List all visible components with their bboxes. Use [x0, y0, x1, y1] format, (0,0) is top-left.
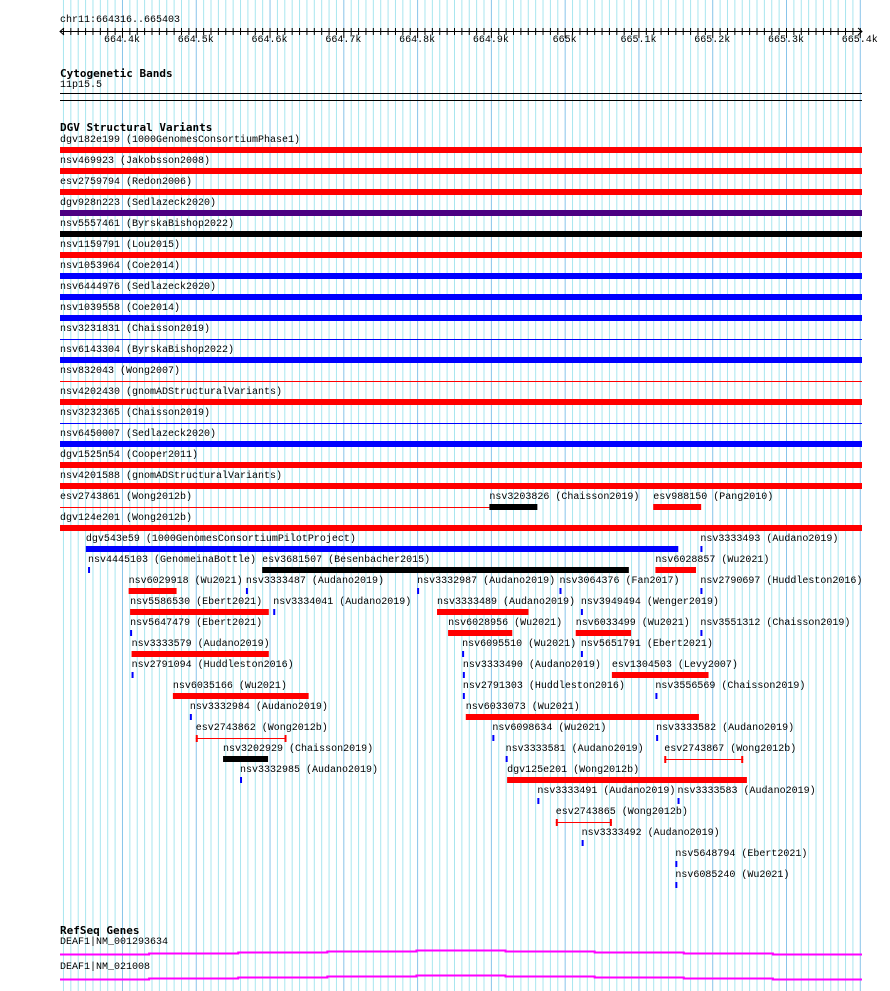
variant-bar[interactable]: [173, 693, 309, 699]
cytobands-track-title: Cytogenetic Bands: [60, 67, 173, 80]
variant-tick[interactable]: [700, 588, 702, 594]
variant-label[interactable]: nsv3333490 (Audano2019): [462, 660, 601, 671]
variant-tick[interactable]: [132, 672, 134, 678]
variant-cap: [664, 756, 666, 763]
variant-bar[interactable]: [130, 609, 269, 615]
variant-label[interactable]: nsv4202430 (gnomADStructuralVariants): [60, 387, 283, 398]
dgv-track-title: DGV Structural Variants: [60, 121, 213, 134]
variant-label[interactable]: esv3681507 (Besenbacher2015): [262, 555, 431, 566]
variant-tick[interactable]: [492, 735, 494, 741]
variant-label[interactable]: nsv3333491 (Audano2019): [537, 786, 676, 797]
variant-bar[interactable]: [60, 231, 862, 237]
variant-tick[interactable]: [88, 567, 90, 573]
variant-label[interactable]: nsv6028857 (Wu2021): [655, 555, 770, 566]
variant-bar[interactable]: [60, 147, 862, 153]
variant-tick[interactable]: [581, 609, 583, 615]
variant-cap: [610, 819, 612, 826]
variant-bar[interactable]: [60, 483, 862, 489]
ruler-tick-label: 664.5k: [177, 35, 214, 46]
variant-label[interactable]: nsv1159791 (Lou2015): [60, 240, 181, 251]
variant-tick[interactable]: [240, 777, 242, 783]
variant-label[interactable]: nsv3333493 (Audano2019): [700, 534, 839, 545]
variant-label[interactable]: nsv2791094 (Huddleston2016): [131, 660, 294, 671]
variant-label[interactable]: esv2743862 (Wong2012b): [195, 723, 328, 734]
variant-tick[interactable]: [559, 588, 561, 594]
variant-label[interactable]: nsv3333492 (Audano2019): [581, 828, 720, 839]
variant-label[interactable]: nsv3333583 (Audano2019): [677, 786, 816, 797]
ruler-tick-label: 664.4k: [103, 35, 140, 46]
variant-tick[interactable]: [417, 588, 419, 594]
variant-bar[interactable]: [489, 504, 537, 510]
variant-cap: [196, 735, 198, 742]
variant-bar[interactable]: [612, 672, 709, 678]
variant-tick[interactable]: [537, 798, 539, 804]
variant-label[interactable]: nsv6033073 (Wu2021): [465, 702, 580, 713]
variant-bar[interactable]: [60, 168, 862, 174]
variant-label[interactable]: nsv4201588 (gnomADStructuralVariants): [60, 471, 283, 482]
variant-label[interactable]: nsv3334041 (Audano2019): [273, 597, 412, 608]
variant-label[interactable]: nsv5557461 (ByrskaBishop2022): [60, 219, 235, 230]
variant-tick[interactable]: [246, 588, 248, 594]
variant-bar[interactable]: [466, 714, 699, 720]
variant-label[interactable]: nsv3333579 (Audano2019): [131, 639, 270, 650]
variant-bar[interactable]: [507, 777, 747, 783]
variant-bar[interactable]: [448, 630, 512, 636]
variant-label[interactable]: nsv1039558 (Coe2014): [60, 303, 181, 314]
ruler-tick-label: 665.4k: [841, 35, 878, 46]
variant-bar[interactable]: [60, 399, 862, 405]
gene-label[interactable]: DEAF1|NM_001293634: [60, 937, 169, 948]
variant-label[interactable]: nsv469923 (Jakobsson2008): [60, 156, 211, 167]
ruler-tick-label: 665.3k: [768, 35, 805, 46]
variant-tick[interactable]: [675, 861, 677, 867]
variant-label[interactable]: nsv4445103 (GenomeinaBottle): [88, 555, 257, 566]
variant-bar[interactable]: [223, 756, 268, 762]
variant-label[interactable]: nsv2790697 (Huddleston2016): [700, 576, 863, 587]
variant-label[interactable]: nsv6029918 (Wu2021): [128, 576, 243, 587]
variant-tick[interactable]: [700, 630, 702, 636]
gene-label[interactable]: DEAF1|NM_021008: [60, 962, 151, 973]
variant-label[interactable]: nsv3332984 (Audano2019): [189, 702, 328, 713]
ruler-tick-label: 664.7k: [325, 35, 362, 46]
variant-bar[interactable]: [60, 273, 862, 279]
variant-label[interactable]: nsv6028956 (Wu2021): [448, 618, 563, 629]
ruler-tick-label: 665.1k: [620, 35, 657, 46]
variant-cap: [556, 819, 558, 826]
variant-tick[interactable]: [655, 693, 657, 699]
variant-label[interactable]: nsv3333581 (Audano2019): [505, 744, 644, 755]
variant-label[interactable]: nsv5647479 (Ebert2021): [130, 618, 263, 629]
variant-tick[interactable]: [130, 630, 132, 636]
variant-label[interactable]: nsv6035166 (Wu2021): [172, 681, 287, 692]
variant-label[interactable]: nsv3333582 (Audano2019): [656, 723, 795, 734]
variant-label[interactable]: nsv3332985 (Audano2019): [240, 765, 379, 776]
variant-tick[interactable]: [675, 882, 677, 888]
gene-model[interactable]: [60, 976, 862, 980]
variant-label[interactable]: dgv125e201 (Wong2012b): [507, 765, 640, 776]
variant-label[interactable]: nsv6033499 (Wu2021): [575, 618, 690, 629]
variant-tick[interactable]: [700, 546, 702, 552]
location-label: chr11:664316..665403: [60, 15, 181, 26]
variant-label[interactable]: nsv3202929 (Chaisson2019): [223, 744, 374, 755]
variant-label[interactable]: esv2743865 (Wong2012b): [555, 807, 688, 818]
variant-bar[interactable]: [653, 504, 701, 510]
cytoband-label: 11p15.5: [60, 80, 103, 91]
variant-label[interactable]: nsv1053964 (Coe2014): [60, 261, 181, 272]
variant-label[interactable]: nsv3231831 (Chaisson2019): [60, 324, 211, 335]
variant-tick[interactable]: [462, 651, 464, 657]
ruler-tick-label: 664.9k: [472, 35, 509, 46]
variant-bar[interactable]: [262, 567, 629, 573]
variant-bar[interactable]: [437, 609, 528, 615]
variant-bar[interactable]: [60, 189, 862, 195]
variant-label[interactable]: nsv6085240 (Wu2021): [675, 870, 790, 881]
variant-tick[interactable]: [463, 693, 465, 699]
variant-bar[interactable]: [60, 525, 862, 531]
variant-tick[interactable]: [582, 840, 584, 846]
variant-cap: [285, 735, 287, 742]
ruler-tick-label: 665k: [552, 35, 577, 46]
variant-label[interactable]: nsv3551312 (Chaisson2019): [700, 618, 851, 629]
variant-bar[interactable]: [129, 588, 177, 594]
variant-tick[interactable]: [463, 672, 465, 678]
variant-label[interactable]: esv2743867 (Wong2012b): [664, 744, 797, 755]
variant-bar[interactable]: [60, 441, 862, 447]
ruler-tick-label: 664.6k: [251, 35, 288, 46]
variant-label[interactable]: nsv5648794 (Ebert2021): [675, 849, 808, 860]
variant-label[interactable]: nsv5586530 (Ebert2021): [130, 597, 263, 608]
variant-label[interactable]: nsv3556569 (Chaisson2019): [655, 681, 806, 692]
variant-label[interactable]: nsv3332987 (Audano2019): [417, 576, 556, 587]
variant-label[interactable]: nsv3203826 (Chaisson2019): [489, 492, 640, 503]
variant-tick[interactable]: [190, 714, 192, 720]
variant-label[interactable]: nsv6098634 (Wu2021): [492, 723, 607, 734]
variant-tick[interactable]: [506, 756, 508, 762]
variant-label[interactable]: nsv3949494 (Wenger2019): [580, 597, 719, 608]
variant-label[interactable]: nsv3064376 (Fan2017): [559, 576, 680, 587]
variant-label[interactable]: dgv182e199 (1000GenomesConsortiumPhase1): [60, 135, 301, 146]
variant-tick[interactable]: [656, 735, 658, 741]
variant-cap: [741, 756, 743, 763]
variant-bar[interactable]: [86, 546, 678, 552]
variant-bar[interactable]: [132, 651, 269, 657]
variant-tick[interactable]: [678, 798, 680, 804]
variant-label[interactable]: dgv124e201 (Wong2012b): [60, 513, 193, 524]
refseq-track-title: RefSeq Genes: [60, 924, 140, 937]
variant-label[interactable]: nsv3232365 (Chaisson2019): [60, 408, 211, 419]
variant-bar[interactable]: [60, 315, 862, 321]
variant-label[interactable]: esv988150 (Pang2010): [653, 492, 774, 503]
variant-label[interactable]: dgv928n223 (Sedlazeck2020): [60, 198, 217, 209]
variant-bar[interactable]: [655, 567, 696, 573]
variant-label[interactable]: nsv6143304 (ByrskaBishop2022): [60, 345, 235, 356]
variant-label[interactable]: nsv3333489 (Audano2019): [437, 597, 576, 608]
variant-bar[interactable]: [60, 294, 862, 300]
variant-label[interactable]: esv1304503 (Levy2007): [611, 660, 738, 671]
variant-label[interactable]: esv2759794 (Redon2006): [60, 177, 193, 188]
ruler-tick-label: 665.2k: [694, 35, 731, 46]
variant-label[interactable]: nsv832043 (Wong2007): [60, 366, 181, 377]
variant-label[interactable]: dgv1525n54 (Cooper2011): [60, 450, 199, 461]
ruler-tick-label: 664.8k: [399, 35, 436, 46]
variant-tick[interactable]: [581, 651, 583, 657]
variant-label[interactable]: nsv6444976 (Sedlazeck2020): [60, 282, 217, 293]
variant-bar[interactable]: [60, 462, 862, 468]
variant-label[interactable]: nsv5651791 (Ebert2021): [580, 639, 713, 650]
variant-bar[interactable]: [60, 210, 862, 216]
variant-label[interactable]: nsv2791303 (Huddleston2016): [462, 681, 625, 692]
variant-tick[interactable]: [273, 609, 275, 615]
variant-label[interactable]: dgv543e59 (1000GenomesConsortiumPilotProject): [85, 534, 356, 545]
gene-model[interactable]: [60, 951, 862, 955]
variant-bar[interactable]: [60, 252, 862, 258]
variant-label[interactable]: nsv3333487 (Audano2019): [245, 576, 384, 587]
variant-bar[interactable]: [60, 357, 862, 363]
variant-label[interactable]: esv2743861 (Wong2012b): [60, 492, 193, 503]
variant-label[interactable]: nsv6095510 (Wu2021): [462, 639, 577, 650]
variant-label[interactable]: nsv6450007 (Sedlazeck2020): [60, 429, 217, 440]
variant-bar[interactable]: [576, 630, 631, 636]
